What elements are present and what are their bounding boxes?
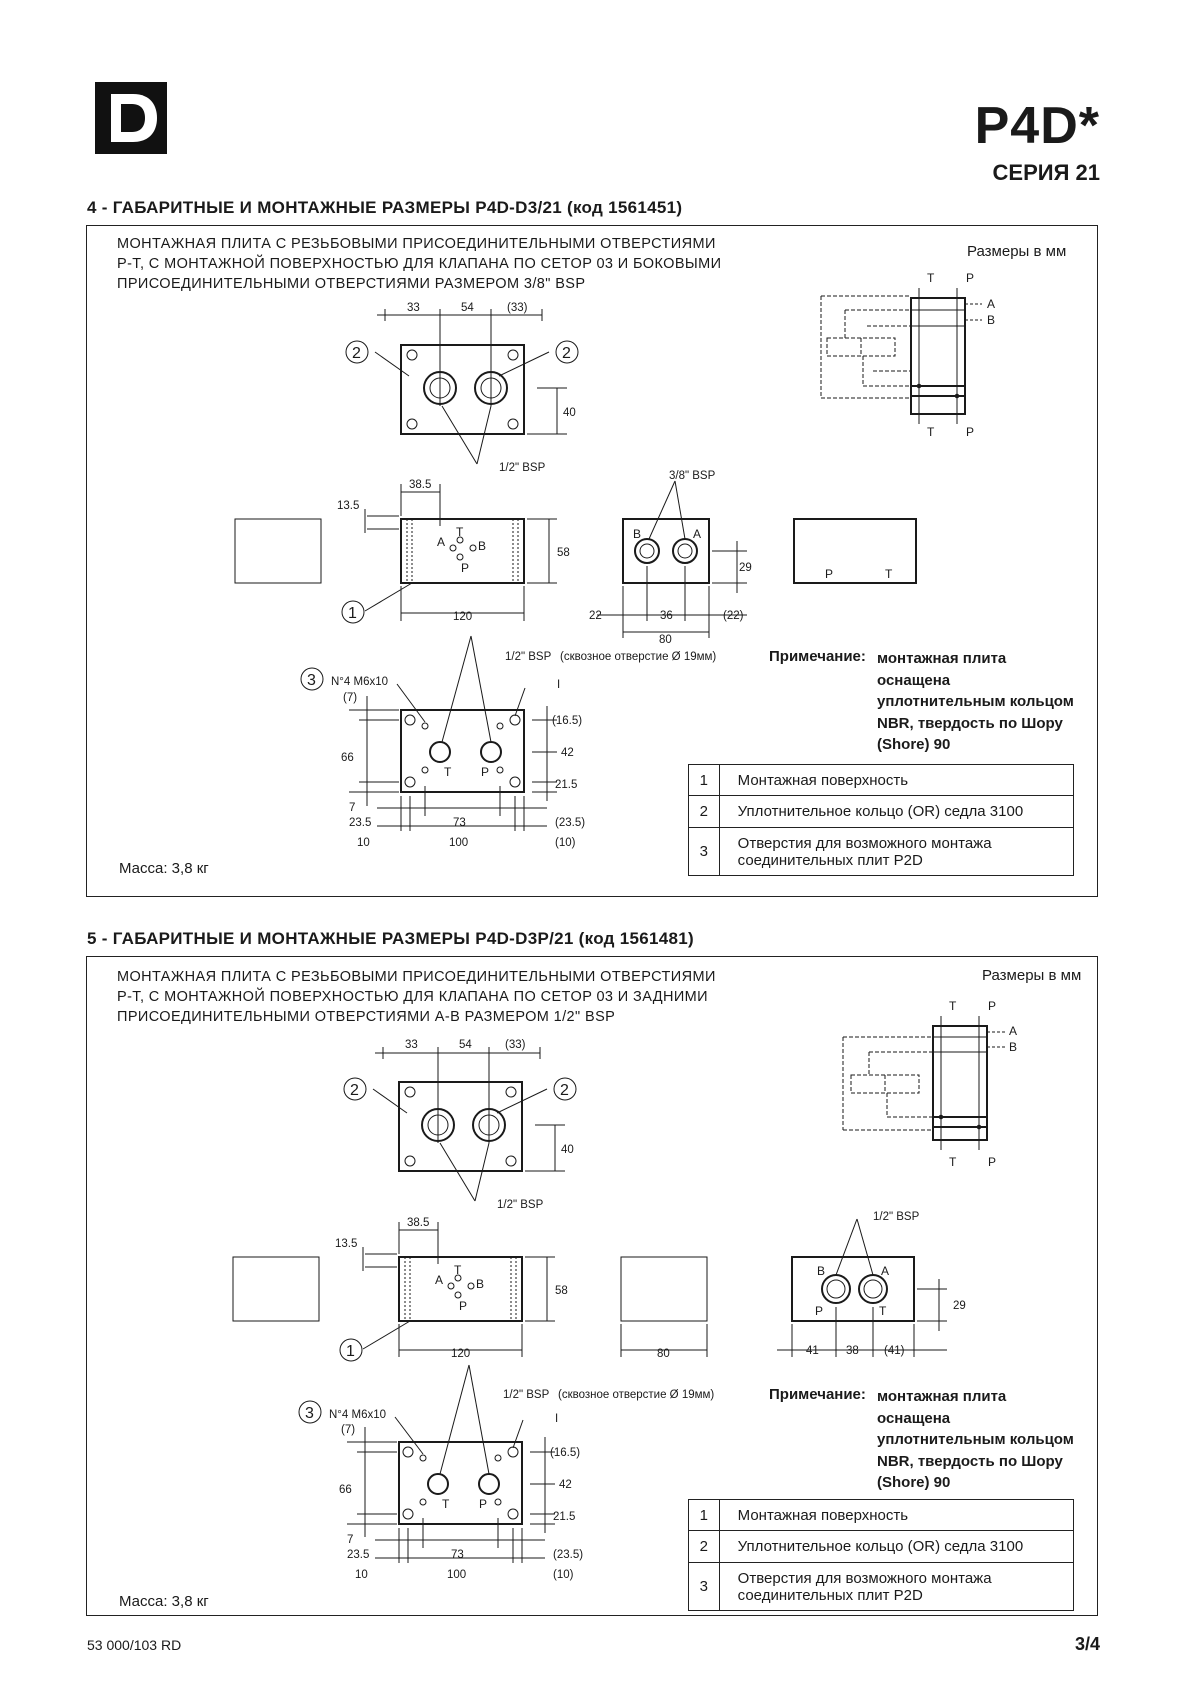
port-label-p: P (461, 561, 470, 575)
dim-36: 36 (660, 610, 673, 622)
schematic-p-bottom: P (988, 1155, 997, 1169)
units-label: Размеры в мм (967, 243, 1067, 260)
bottom-thread-label: 1/2" BSP (503, 1389, 550, 1401)
thread-label: 1/2" BSP (497, 1199, 544, 1211)
dim-73: 73 (451, 1549, 464, 1561)
dim-23-5-ref: (23.5) (553, 1549, 584, 1561)
dim-100: 100 (449, 837, 469, 849)
description-line: МОНТАЖНАЯ ПЛИТА С РЕЗЬБОВЫМИ ПРИСОЕДИНИТЕЛЬНЫМИ ОТВЕРСТИЯМИ (117, 236, 716, 252)
description-line: МОНТАЖНАЯ ПЛИТА С РЕЗЬБОВЫМИ ПРИСОЕДИНИТЕЛЬНЫМИ ОТВЕРСТИЯМИ (117, 969, 716, 985)
legend-text: Уплотнительное кольцо (OR) седла 3100 (719, 1531, 1073, 1563)
dim-33-ref: (33) (505, 1039, 526, 1051)
schematic-a: A (987, 297, 996, 311)
dim-66: 66 (339, 1484, 352, 1496)
legend-text: Уплотнительное кольцо (OR) седла 3100 (719, 796, 1073, 828)
legend-table (688, 764, 1074, 876)
legend-table (688, 1499, 1074, 1611)
note-line: (Shore) 90 (877, 736, 951, 753)
note-line: оснащена (877, 671, 951, 689)
legend-num: 1 (689, 1500, 720, 1531)
callout-2-left: 2 (352, 345, 361, 362)
rear-port-p: P (825, 567, 834, 581)
dim-120: 120 (451, 1348, 471, 1360)
side-view (621, 1257, 707, 1357)
legend-row (689, 1563, 1074, 1611)
bottom-view (301, 636, 557, 831)
section-4-box (86, 225, 1098, 897)
bottom-port-p: P (481, 765, 490, 779)
legend-row (689, 1500, 1074, 1531)
dim-23-5-ref: (23.5) (555, 817, 586, 829)
dim-120: 120 (453, 611, 473, 623)
description-line: ПРИСОЕДИНИТЕЛЬНЫМИ ОТВЕРСТИЯМИ РАЗМЕРОМ 3/8" BSP (117, 276, 586, 292)
legend-text: Отверстия для возможного монтажа соединительных плит P2D (719, 1563, 1073, 1611)
bottom-thread-label: 1/2" BSP (505, 651, 552, 663)
screw-label: N°4 M6x10 (329, 1409, 387, 1421)
dim-16-5: (16.5) (550, 1447, 581, 1459)
hydraulic-schematic (821, 288, 982, 424)
legend-num: 1 (689, 765, 720, 796)
port-label-a: A (435, 1273, 444, 1287)
callout-3: 3 (307, 672, 316, 689)
rear-thread-label: 1/2" BSP (873, 1211, 920, 1223)
legend-text: Монтажная поверхность (719, 1500, 1073, 1531)
legend-num: 2 (689, 796, 720, 828)
dim-80: 80 (659, 634, 672, 646)
schematic-t-bottom: T (949, 1155, 957, 1169)
callout-1: 1 (346, 1343, 355, 1360)
dim-13-5: 13.5 (337, 500, 360, 512)
side-port-a: A (693, 527, 702, 541)
side-port-b: B (633, 527, 642, 541)
bottom-port-t: T (442, 1497, 450, 1511)
legend-row (689, 1531, 1074, 1563)
dim-10: 10 (355, 1569, 368, 1581)
callout-2-left: 2 (350, 1082, 359, 1099)
note-label: Примечание: (769, 1386, 866, 1403)
port-label-a: A (437, 535, 446, 549)
dim-73: 73 (453, 817, 466, 829)
dim-100: 100 (447, 1569, 467, 1581)
description-line: ПРИСОЕДИНИТЕЛЬНЫМИ ОТВЕРСТИЯМИ A-B РАЗМЕРОМ 1/2" BSP (117, 1009, 616, 1025)
callout-2-right: 2 (562, 345, 571, 362)
rear-port-p: P (815, 1304, 824, 1318)
dim-22: 22 (589, 610, 602, 622)
rear-view (794, 519, 916, 583)
schematic-t-top: T (949, 999, 957, 1013)
rear-port-b: B (817, 1264, 826, 1278)
front-view (235, 484, 557, 623)
note-line: уплотнительным кольцом (877, 1431, 1074, 1448)
dim-29: 29 (739, 562, 752, 574)
schematic-p-bottom: P (966, 425, 975, 439)
schematic-t-top: T (927, 271, 935, 285)
dim-21-5: 21.5 (553, 1511, 576, 1523)
hydraulic-schematic (843, 1016, 1005, 1150)
dim-41-ref: (41) (884, 1345, 905, 1357)
note-text (877, 1386, 1074, 1494)
schematic-a: A (1009, 1024, 1018, 1038)
rear-view (777, 1219, 947, 1357)
dim-80: 80 (657, 1348, 670, 1360)
legend-num: 2 (689, 1531, 720, 1563)
section-4-title: 4 - ГАБАРИТНЫЕ И МОНТАЖНЫЕ РАЗМЕРЫ P4D-D3/21 (код 1561451) (87, 198, 683, 217)
dim-7: 7 (349, 802, 356, 814)
side-thread-label: 3/8" BSP (669, 470, 716, 482)
dim-22-ref: (22) (723, 610, 744, 622)
front-view (233, 1222, 555, 1361)
callout-2-right: 2 (560, 1082, 569, 1099)
series-label: СЕРИЯ 21 (992, 160, 1100, 185)
legend-num: 3 (689, 1563, 720, 1611)
dim-16-5: (16.5) (552, 715, 583, 727)
schematic-b: B (1009, 1040, 1018, 1054)
dim-38-5: 38.5 (409, 479, 432, 491)
rear-port-t: T (879, 1304, 887, 1318)
dim-13-5: 13.5 (335, 1238, 358, 1250)
legend-row (689, 796, 1074, 828)
dim-10-ref: (10) (553, 1569, 574, 1581)
mass-label: Масса: 3,8 кг (119, 1593, 209, 1610)
bottom-port-p: P (479, 1497, 488, 1511)
dim-41: 41 (806, 1345, 819, 1357)
note-line: NBR, твердость по Шору (877, 714, 1063, 732)
dim-10-ref: (10) (555, 837, 576, 849)
dim-23-5: 23.5 (349, 817, 372, 829)
page-number: 3/4 (1074, 1634, 1100, 1654)
dim-33-ref: (33) (507, 302, 528, 314)
dim-54: 54 (459, 1039, 472, 1051)
mass-label: Масса: 3,8 кг (119, 860, 209, 877)
legend-row (689, 765, 1074, 796)
dim-54: 54 (461, 302, 474, 314)
rear-port-t: T (885, 567, 893, 581)
dim-7: 7 (347, 1534, 354, 1546)
dim-33: 33 (407, 302, 420, 314)
identifier-i: I (557, 679, 561, 691)
dim-7-ref: (7) (343, 692, 358, 704)
dim-33: 33 (405, 1039, 418, 1051)
bottom-thread-note: (сквозное отверстие Ø 19мм) (560, 651, 717, 663)
schematic-b: B (987, 313, 996, 327)
dim-42: 42 (559, 1479, 572, 1491)
port-label-b: B (476, 1277, 485, 1291)
dim-40: 40 (563, 407, 576, 419)
note-line: монтажная плита (877, 650, 1007, 667)
legend-text: Отверстия для возможного монтажа соединительных плит P2D (719, 828, 1073, 876)
top-view (346, 309, 578, 464)
note-label: Примечание: (769, 648, 866, 665)
thread-label: 1/2" BSP (499, 462, 546, 474)
note-line: (Shore) 90 (877, 1474, 951, 1491)
model-name: P4D* (974, 97, 1100, 155)
schematic-p-top: P (966, 271, 975, 285)
dim-58: 58 (557, 547, 570, 559)
dim-23-5: 23.5 (347, 1549, 370, 1561)
dim-66: 66 (341, 752, 354, 764)
dim-58: 58 (555, 1285, 568, 1297)
port-label-t: T (456, 525, 464, 539)
dim-40: 40 (561, 1144, 574, 1156)
dim-38: 38 (846, 1345, 859, 1357)
rear-port-a: A (881, 1264, 890, 1278)
schematic-p-top: P (988, 999, 997, 1013)
dim-10: 10 (357, 837, 370, 849)
note-text (877, 648, 1074, 756)
dim-42: 42 (561, 747, 574, 759)
description-line: P-T, С МОНТАЖНОЙ ПОВЕРХНОСТЬЮ ДЛЯ КЛАПАНА ПО CETOP 03 И ЗАДНИМИ (117, 989, 708, 1005)
legend-row (689, 828, 1074, 876)
legend-num: 3 (689, 828, 720, 876)
section-5-title: 5 - ГАБАРИТНЫЕ И МОНТАЖНЫЕ РАЗМЕРЫ P4D-D3P/21 (код 1561481) (87, 929, 695, 948)
dim-21-5: 21.5 (555, 779, 578, 791)
document-code: 53 000/103 RD (87, 1637, 182, 1653)
section-5-box (86, 956, 1098, 1616)
port-label-b: B (478, 539, 487, 553)
screw-label: N°4 M6x10 (331, 676, 389, 688)
note-line: уплотнительным кольцом (877, 693, 1074, 710)
note-line: NBR, твердость по Шору (877, 1452, 1063, 1470)
units-label: Размеры в мм (982, 967, 1082, 984)
note-line: монтажная плита (877, 1388, 1007, 1405)
legend-text: Монтажная поверхность (719, 765, 1073, 796)
port-label-t: T (454, 1263, 462, 1277)
bottom-thread-note: (сквозное отверстие Ø 19мм) (558, 1389, 715, 1401)
dim-38-5: 38.5 (407, 1217, 430, 1229)
bottom-port-t: T (444, 765, 452, 779)
callout-3: 3 (305, 1405, 314, 1422)
callout-1: 1 (348, 605, 357, 622)
port-label-p: P (459, 1299, 468, 1313)
note-line: оснащена (877, 1409, 951, 1427)
description-line: P-T, С МОНТАЖНОЙ ПОВЕРХНОСТЬЮ ДЛЯ КЛАПАНА ПО CETOP 03 И БОКОВЫМИ (117, 256, 722, 272)
top-view (344, 1047, 576, 1201)
dim-7-ref: (7) (341, 1424, 356, 1436)
dim-29: 29 (953, 1300, 966, 1312)
identifier-i: I (555, 1413, 559, 1425)
company-logo (95, 82, 167, 154)
schematic-t-bottom: T (927, 425, 935, 439)
